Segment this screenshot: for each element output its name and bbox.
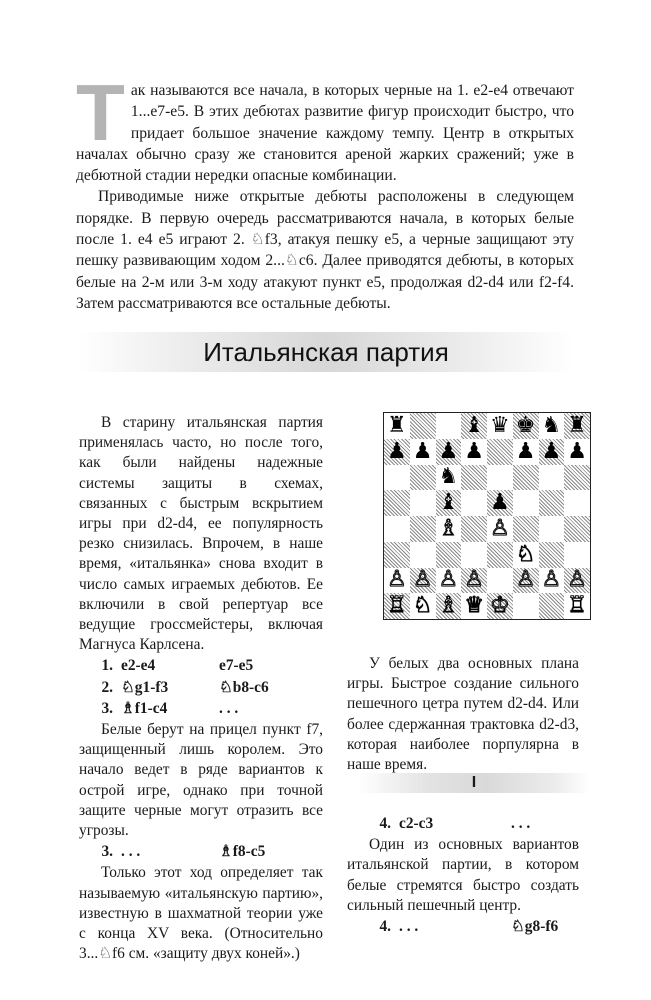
board-square <box>487 490 513 516</box>
board-square <box>436 593 462 619</box>
board-square <box>513 593 539 619</box>
white-pawn-icon: ♙ <box>387 567 407 593</box>
left-paragraph-2: Белые берут на прицел пункт f7, защищенный лишь королем. Это начало ведет в ряде вариантов к острой игре, однако при точной защите черные могут отразить все угрозы. <box>79 721 323 840</box>
move-row: 4. c2-c3 . . . <box>379 815 531 832</box>
section-heading: Итальянская партия <box>203 337 449 367</box>
board-square <box>410 542 436 568</box>
board-square <box>461 413 487 439</box>
board-square <box>564 465 590 491</box>
move-list <box>79 656 323 719</box>
right-paragraph-2: Один из основных вариантов итальянской партии, в котором белые стремятся быстро создать сильный пешечный центр. <box>347 836 579 914</box>
board-square <box>539 542 565 568</box>
board-square <box>539 413 565 439</box>
white-rook-icon: ♖ <box>567 593 587 619</box>
board-square <box>513 490 539 516</box>
board-square <box>461 490 487 516</box>
board-square <box>513 413 539 439</box>
black-rook-icon: ♜ <box>387 412 407 438</box>
move-row: 1. e2-e4 e7-e5 <box>101 657 254 675</box>
white-knight-icon: ♘ <box>412 593 433 619</box>
board-square <box>461 593 487 619</box>
board-square <box>461 465 487 491</box>
board-square <box>564 490 590 516</box>
board-square <box>487 413 513 439</box>
chess-diagram <box>383 412 591 620</box>
move-row: 4. . . . ♘g8-f6 <box>379 918 559 936</box>
white-rook-icon: ♖ <box>387 593 407 619</box>
board-square <box>436 439 462 465</box>
move-row: 3. ♗f1-c4 . . . <box>101 699 239 717</box>
board-square <box>436 568 462 594</box>
board-square <box>384 490 410 516</box>
black-pawn-icon: ♟ <box>490 490 510 516</box>
board-square <box>487 542 513 568</box>
black-bishop-icon: ♝ <box>464 412 484 438</box>
black-knight-icon: ♞ <box>541 412 562 438</box>
move-row: 2. ♘g1-f3 ♘b8-c6 <box>101 678 269 696</box>
board-square <box>487 516 513 542</box>
white-queen-icon: ♕ <box>464 593 484 619</box>
board-square <box>539 568 565 594</box>
intro-text <box>76 68 574 314</box>
board-square <box>436 542 462 568</box>
white-bishop-icon: ♗ <box>438 593 459 619</box>
white-pawn-icon: ♙ <box>464 567 484 593</box>
board-square <box>564 439 590 465</box>
board-square <box>384 542 410 568</box>
board-square <box>564 568 590 594</box>
intro-paragraph-1: Так называются все начала, в которых черные на 1. e2-e4 отвечают 1...e7-e5. В этих дебютах развитие фигур происходит быстро, что придает большое значение каждому темпу. Центр в открытых началах обычно сразу же становится ареной жарких сражений; уже в дебютной стадии нередки опасные комбинации. <box>76 68 574 185</box>
black-pawn-icon: ♟ <box>515 438 536 464</box>
board-square <box>384 439 410 465</box>
black-pawn-icon: ♟ <box>567 438 587 464</box>
white-king-icon: ♔ <box>490 593 510 619</box>
board-square <box>410 516 436 542</box>
board-square <box>564 593 590 619</box>
board-square <box>539 439 565 465</box>
right-column <box>347 654 579 775</box>
black-rook-icon: ♜ <box>567 412 587 438</box>
board-square <box>436 516 462 542</box>
black-pawn-icon: ♟ <box>387 438 407 464</box>
move-row: 3. . . . ♗f8-c5 <box>101 843 266 861</box>
board-square <box>384 516 410 542</box>
board-square <box>564 542 590 568</box>
board-square <box>436 465 462 491</box>
board-square <box>384 465 410 491</box>
board-square <box>564 516 590 542</box>
board-square <box>513 465 539 491</box>
board-square <box>461 439 487 465</box>
board-square <box>564 413 590 439</box>
white-pawn-icon: ♙ <box>541 567 562 593</box>
white-knight-icon: ♘ <box>515 541 536 567</box>
board-square <box>436 490 462 516</box>
board-square <box>410 439 436 465</box>
white-pawn-icon: ♙ <box>490 515 510 541</box>
right-column-lower <box>347 813 579 938</box>
black-pawn-icon: ♟ <box>438 438 459 464</box>
board-square <box>384 593 410 619</box>
board-square <box>384 413 410 439</box>
board-square <box>410 465 436 491</box>
black-knight-icon: ♞ <box>438 464 459 490</box>
board-square <box>461 568 487 594</box>
variant-heading: I <box>471 774 477 791</box>
black-king-icon: ♚ <box>515 412 536 438</box>
board-square <box>539 465 565 491</box>
board-square <box>410 593 436 619</box>
left-paragraph-3: Только этот ход определяет так называемую «итальянскую партию», известную в шахматной теории уже с конца XV века. (Относительно 3...♘f6 см. «защиту двух коней».) <box>79 864 323 963</box>
white-pawn-icon: ♙ <box>515 567 536 593</box>
white-pawn-icon: ♙ <box>438 567 459 593</box>
board-square <box>513 516 539 542</box>
black-bishop-icon: ♝ <box>438 490 459 516</box>
white-pawn-icon: ♙ <box>567 567 587 593</box>
board-square <box>487 593 513 619</box>
board-square <box>436 413 462 439</box>
board-square <box>539 593 565 619</box>
black-pawn-icon: ♟ <box>464 438 484 464</box>
left-column <box>79 413 323 964</box>
white-bishop-icon: ♗ <box>438 515 459 541</box>
chess-board <box>384 413 590 619</box>
right-paragraph-1: У белых два основных плана игры. Быстрое создание сильного пешечного цетра путем d2-d4. Или более сдержанная трактовка d2-d3, которая наиболее порпулярна в наше время. <box>347 655 579 774</box>
board-square <box>410 490 436 516</box>
board-square <box>461 542 487 568</box>
black-queen-icon: ♛ <box>490 412 510 438</box>
board-square <box>513 542 539 568</box>
left-paragraph-1: В старину итальянская партия применялась часто, но после того, как были найдены надежные системы защиты в схемах, связанных с быстрым вскрытием игры при d2-d4, ее популярность резко снизилась. Впрочем, в наше время, «итальянка» снова входит в число самых играемых дебютов. Ее включили в свой репертуар все ведущие гроссмейстеры, включая Магнуса Карлсена. <box>79 414 323 654</box>
board-square <box>539 516 565 542</box>
board-square <box>461 516 487 542</box>
board-square <box>410 568 436 594</box>
black-pawn-icon: ♟ <box>412 438 433 464</box>
drop-cap: Т <box>76 68 125 157</box>
board-square <box>487 568 513 594</box>
board-square <box>513 568 539 594</box>
intro-paragraph-2: Приводимые ниже открытые дебюты расположены в следующем порядке. В первую очередь рассматриваются начала, в которых белые после 1. e4 e5 играют 2. ♘f3, атакуя пешку e5, а черные защищают эту пешку развивающим ходом 2...♘c6. Далее приводятся дебюты, в которых белые на 2-м или 3-м ходу атакуют пункт e5, продолжая d2-d4 или f2-f4. Затем рассматриваются все остальные дебюты. <box>76 188 574 312</box>
black-pawn-icon: ♟ <box>541 438 562 464</box>
board-square <box>384 568 410 594</box>
board-square <box>539 490 565 516</box>
board-square <box>513 439 539 465</box>
board-square <box>487 439 513 465</box>
white-pawn-icon: ♙ <box>412 567 433 593</box>
board-square <box>487 465 513 491</box>
board-square <box>410 413 436 439</box>
